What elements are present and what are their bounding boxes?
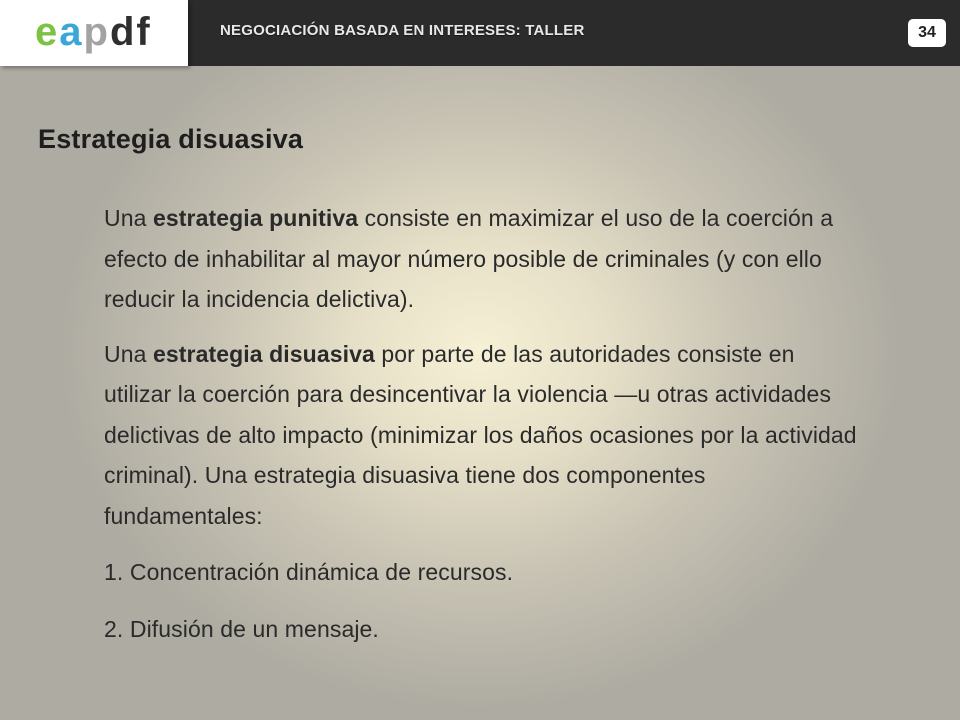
list-item-1: 1. Concentración dinámica de recursos.	[104, 559, 514, 585]
para1-bold-term: estrategia punitiva	[152, 205, 359, 231]
header-title: NEGOCIACIÓN BASADA EN INTERESES: TALLER	[220, 22, 585, 39]
logo-letter-e: e	[35, 10, 60, 54]
logo-letter-a: a	[59, 10, 84, 54]
logo-letter-p: p	[83, 10, 110, 54]
paragraph-dissuasive-strategy	[104, 334, 864, 537]
para1-post: consiste en maximizar el uso de la coerción a efecto de inhabilitar al mayor número posible de criminales (y con ello reducir la incidencia delictiva).	[104, 205, 834, 312]
paragraph-punitive-strategy	[104, 198, 864, 320]
list-item-2: 2. Difusión de un mensaje.	[104, 615, 379, 642]
logo-letter-f: f	[136, 10, 152, 54]
para1-pre: Una	[104, 205, 153, 231]
slide-body	[104, 198, 864, 649]
logo-letter-d: d	[109, 10, 137, 54]
para2-post: por parte de las autoridades consiste en utilizar la coerción para desincentivar la violencia —u otras actividades delictivas de alto impacto (minimizar los daños ocasiones por la actividad criminal). Una estrategia disuasiva tiene dos componentes fundamentales:	[104, 340, 857, 529]
logo-container	[0, 0, 188, 66]
para2-pre: Una	[104, 340, 153, 367]
para2-bold-term: estrategia disuasiva	[152, 340, 375, 367]
slide-title: Estrategia disuasiva	[38, 124, 304, 154]
header-bar	[0, 0, 960, 66]
page-number-badge: 34	[908, 19, 946, 47]
eapdf-logo	[35, 8, 152, 56]
